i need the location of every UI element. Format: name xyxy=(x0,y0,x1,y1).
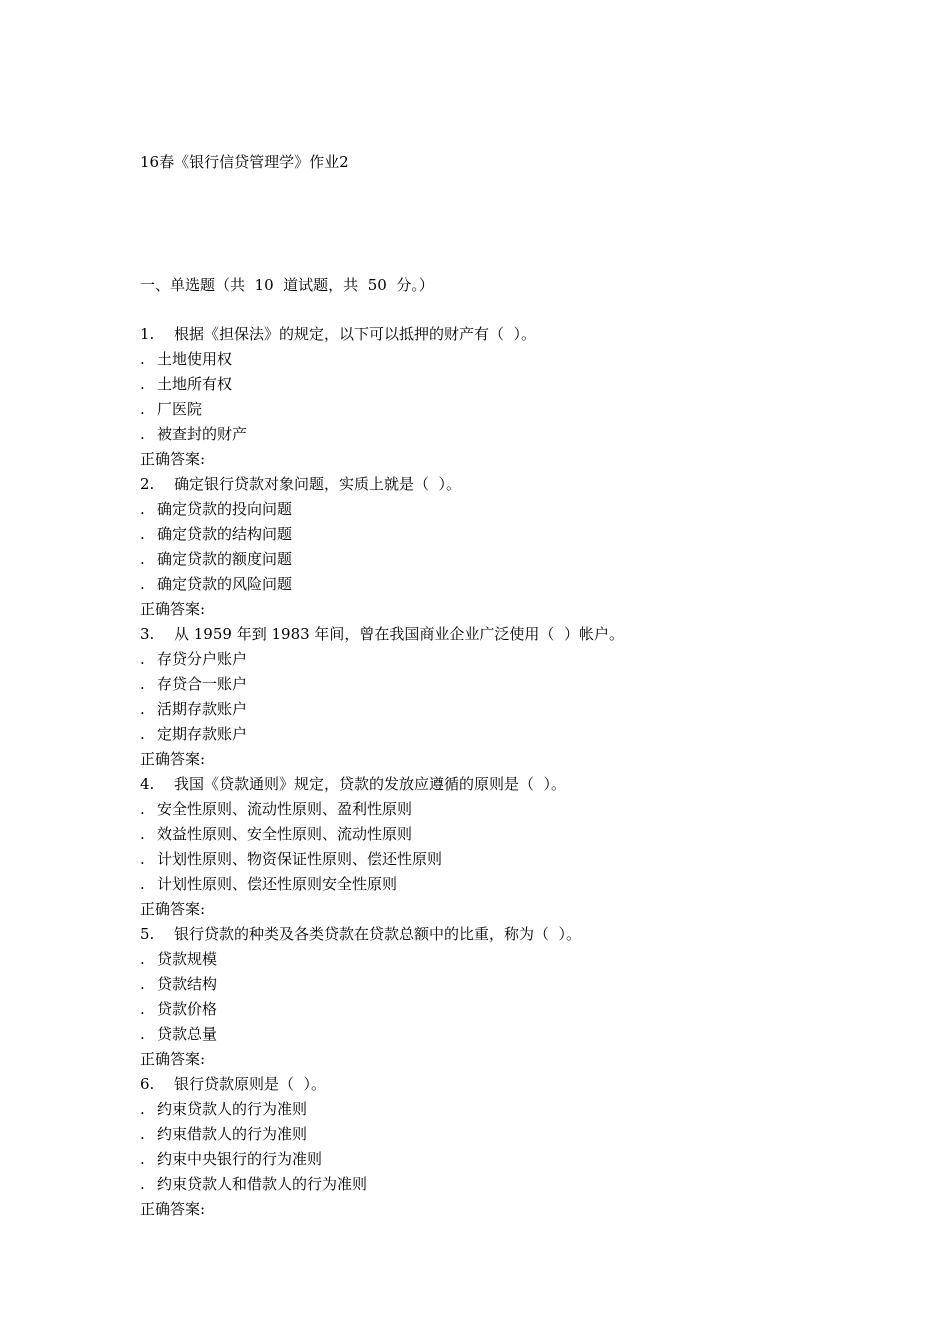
answer-option xyxy=(140,1172,900,1197)
question-6 xyxy=(140,1072,900,1097)
answer-option xyxy=(140,872,900,897)
answer-option xyxy=(140,522,900,547)
option-text: 约束借款人的行为准则 xyxy=(157,1125,308,1143)
question-4 xyxy=(140,772,900,797)
document-title: 16春《银行信贷管理学》作业2 xyxy=(140,153,349,171)
option-marker: . xyxy=(140,1175,145,1193)
option-marker: . xyxy=(140,975,145,993)
option-marker: . xyxy=(140,1150,145,1168)
question-number: 1. xyxy=(140,325,155,343)
question-text: 根据《担保法》的规定，以下可以抵押的财产有（ ）。 xyxy=(174,325,537,343)
question-3 xyxy=(140,622,900,647)
answer-option xyxy=(140,997,900,1022)
option-text: 土地使用权 xyxy=(157,350,233,368)
answer-option xyxy=(140,822,900,847)
answer-option xyxy=(140,547,900,572)
option-marker: . xyxy=(140,800,145,818)
question-number: 3. xyxy=(140,625,155,643)
question-number: 6. xyxy=(140,1075,155,1093)
option-text: 被查封的财产 xyxy=(157,425,248,443)
option-marker: . xyxy=(140,875,145,893)
option-marker: . xyxy=(140,550,145,568)
option-text: 贷款价格 xyxy=(157,1000,218,1018)
option-text: 计划性原则、偿还性原则安全性原则 xyxy=(157,875,398,893)
question-1 xyxy=(140,322,900,347)
correct-answer-label: 正确答案: xyxy=(140,1050,206,1068)
option-marker: . xyxy=(140,825,145,843)
answer-option xyxy=(140,1122,900,1147)
question-number: 5. xyxy=(140,925,155,943)
option-marker: . xyxy=(140,575,145,593)
answer-option xyxy=(140,722,900,747)
answer-option xyxy=(140,972,900,997)
answer-option xyxy=(140,797,900,822)
option-marker: . xyxy=(140,850,145,868)
answer-option xyxy=(140,1097,900,1122)
correct-answer-label: 正确答案: xyxy=(140,900,206,918)
option-text: 土地所有权 xyxy=(157,375,233,393)
correct-answer-label: 正确答案: xyxy=(140,600,206,618)
answer-option xyxy=(140,947,900,972)
option-marker: . xyxy=(140,1125,145,1143)
option-text: 贷款规模 xyxy=(157,950,218,968)
option-marker: . xyxy=(140,1025,145,1043)
option-text: 贷款结构 xyxy=(157,975,218,993)
question-text: 从 1959 年到 1983 年间，曾在我国商业企业广泛使用（ ）帐户。 xyxy=(174,625,624,643)
option-text: 贷款总量 xyxy=(157,1025,218,1043)
option-text: 确定贷款的结构问题 xyxy=(157,525,293,543)
option-text: 效益性原则、安全性原则、流动性原则 xyxy=(157,825,413,843)
option-text: 存贷分户账户 xyxy=(157,650,248,668)
question-number: 2. xyxy=(140,475,155,493)
question-text: 我国《贷款通则》规定，贷款的发放应遵循的原则是（ ）。 xyxy=(174,775,567,793)
question-5 xyxy=(140,922,900,947)
option-text: 约束贷款人和借款人的行为准则 xyxy=(157,1175,368,1193)
answer-option xyxy=(140,347,900,372)
question-2 xyxy=(140,472,900,497)
option-text: 定期存款账户 xyxy=(157,725,248,743)
question-list xyxy=(140,322,900,1222)
question-text: 银行贷款的种类及各类贷款在贷款总额中的比重，称为（ ）。 xyxy=(174,925,582,943)
option-text: 确定贷款的投向问题 xyxy=(157,500,293,518)
question-text: 银行贷款原则是（ ）。 xyxy=(174,1075,327,1093)
option-marker: . xyxy=(140,700,145,718)
option-marker: . xyxy=(140,350,145,368)
answer-option xyxy=(140,672,900,697)
answer-option xyxy=(140,572,900,597)
option-marker: . xyxy=(140,375,145,393)
option-text: 厂医院 xyxy=(157,400,203,418)
option-text: 确定贷款的风险问题 xyxy=(157,575,293,593)
answer-option xyxy=(140,497,900,522)
correct-answer-label: 正确答案: xyxy=(140,1200,206,1218)
option-text: 确定贷款的额度问题 xyxy=(157,550,293,568)
answer-option xyxy=(140,397,900,422)
answer-option xyxy=(140,1147,900,1172)
option-text: 约束贷款人的行为准则 xyxy=(157,1100,308,1118)
option-marker: . xyxy=(140,500,145,518)
option-marker: . xyxy=(140,675,145,693)
option-marker: . xyxy=(140,425,145,443)
option-marker: . xyxy=(140,400,145,418)
correct-answer-label: 正确答案: xyxy=(140,450,206,468)
question-text: 确定银行贷款对象问题，实质上就是（ ）。 xyxy=(174,475,462,493)
section-heading: 一、单选题（共 10 道试题，共 50 分。） xyxy=(140,276,434,294)
answer-option xyxy=(140,422,900,447)
option-marker: . xyxy=(140,725,145,743)
option-marker: . xyxy=(140,950,145,968)
option-text: 计划性原则、物资保证性原则、偿还性原则 xyxy=(157,850,443,868)
option-marker: . xyxy=(140,650,145,668)
correct-answer-label: 正确答案: xyxy=(140,750,206,768)
option-text: 存贷合一账户 xyxy=(157,675,248,693)
answer-option xyxy=(140,847,900,872)
answer-option xyxy=(140,1022,900,1047)
option-marker: . xyxy=(140,1000,145,1018)
question-number: 4. xyxy=(140,775,155,793)
option-text: 约束中央银行的行为准则 xyxy=(157,1150,323,1168)
answer-option xyxy=(140,647,900,672)
option-text: 安全性原则、流动性原则、盈利性原则 xyxy=(157,800,413,818)
answer-option xyxy=(140,372,900,397)
option-marker: . xyxy=(140,525,145,543)
option-text: 活期存款账户 xyxy=(157,700,248,718)
option-marker: . xyxy=(140,1100,145,1118)
answer-option xyxy=(140,697,900,722)
